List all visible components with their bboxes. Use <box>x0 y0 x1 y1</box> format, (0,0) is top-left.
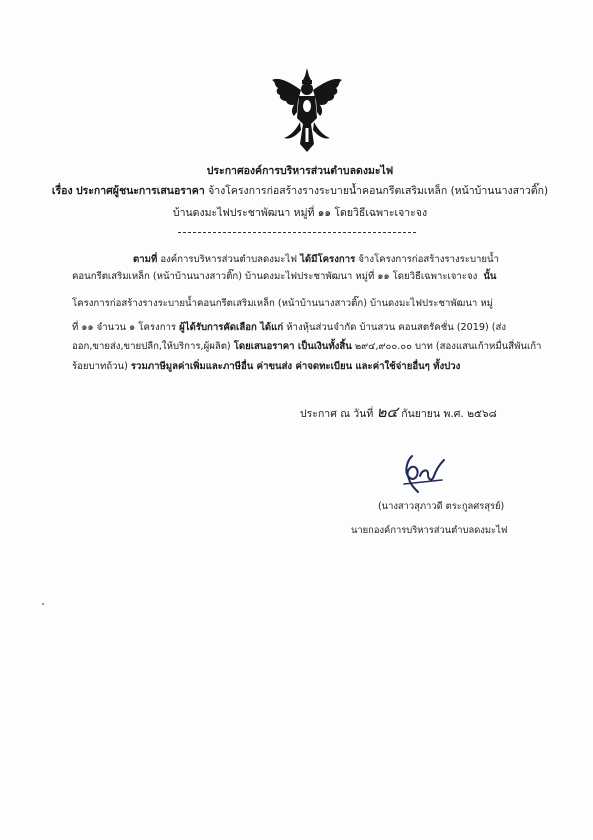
body-l5-c: ๒๙๔,๙๐๐.๐๐ บาท <box>354 341 433 352</box>
date-day: ๒๔ <box>376 403 398 421</box>
subject-rest: จ้างโครงการก่อสร้างรางระบายน้ำคอนกรีตเสริมเหล็ก (หน้าบ้านนางสาวติ๊ก) <box>208 185 549 197</box>
body-l6-b: รวมภาษีมูลค่าเพิ่มและภาษีอื่น ค่าขนส่ง ค่าจดทะเบียน และค่าใช้จ่ายอื่นๆ ทั้งปวง <box>130 361 461 372</box>
date-month-year: กันยายน พ.ศ. ๒๕๖๘ <box>401 408 497 420</box>
body-l6-a: ร้อยบาทถ้วน) <box>72 361 128 372</box>
body-l4-c: ห้างหุ้นส่วนจำกัด บ้านสวน คอนสตรัคชั่น (2019) (ส่ง <box>286 322 507 333</box>
header-subject-line2: บ้านดงมะไฟประชาพัฒนา หมู่ที่ ๑๑ โดยวิธีเฉพาะเจาะจง <box>172 207 428 219</box>
body-line-6 <box>72 360 460 373</box>
body-l4-a: ที่ ๑๑ จำนวน ๑ โครงการ <box>72 322 177 333</box>
body-line-3: โครงการก่อสร้างรางระบายน้ำคอนกรีตเสริมเหล็ก (หน้าบ้านนางสาวติ๊ก) บ้านดงมะไฟประชาพัฒนา หมู่ <box>72 298 493 309</box>
body-l1-a: ตามที่ <box>133 254 158 265</box>
body-l5-a: ออก,ขายส่ง,ขายปลีก,ให้บริการ,ผู้ผลิต) <box>72 341 231 352</box>
garuda-emblem-icon <box>270 66 344 154</box>
body-l4-b: ผู้ได้รับการคัดเลือก ได้แก่ <box>179 322 284 333</box>
signer-position: นายกองค์การบริหารส่วนตำบลดงมะไฟ <box>351 525 508 536</box>
body-l2-b: นั้น <box>483 271 497 282</box>
body-line-2 <box>72 270 497 283</box>
header-announcement-title: ประกาศองค์การบริหารส่วนตำบลดงมะไฟ <box>206 165 394 177</box>
body-l1-c: ได้มีโครงการ <box>300 254 356 265</box>
announce-date <box>300 405 497 421</box>
signer-name: (นางสาวสุภาวดี ตระกูลศรสุรย์) <box>378 501 505 512</box>
body-line-4 <box>72 321 506 334</box>
body-l1-b: องค์การบริหารส่วนตำบลดงมะไฟ <box>160 254 298 265</box>
body-line-5 <box>72 340 541 353</box>
body-l1-d: จ้างโครงการก่อสร้างรางระบายน้ำ <box>358 254 499 265</box>
body-l5-d: (สองแสนเก้าหมื่นสี่พันเก้า <box>435 341 542 352</box>
body-l2-a: คอนกรีตเสริมเหล็ก (หน้าบ้านนางสาวติ๊ก) บ้านดงมะไฟประชาพัฒนา หมู่ที่ ๑๑ โดยวิธีเฉพาะเจาะจง <box>72 271 478 282</box>
subject-label: เรื่อง <box>51 185 73 197</box>
date-prefix: ประกาศ ณ วันที่ <box>300 408 374 420</box>
scan-speck <box>42 603 44 605</box>
handwritten-signature <box>398 452 448 494</box>
body-l5-b: โดยเสนอราคา เป็นเงินทั้งสิ้น <box>233 341 352 352</box>
header-subject <box>40 184 560 198</box>
body-line-1 <box>133 253 499 266</box>
header-divider <box>178 232 416 233</box>
subject-bold: ประกาศผู้ชนะการเสนอราคา <box>75 185 205 197</box>
